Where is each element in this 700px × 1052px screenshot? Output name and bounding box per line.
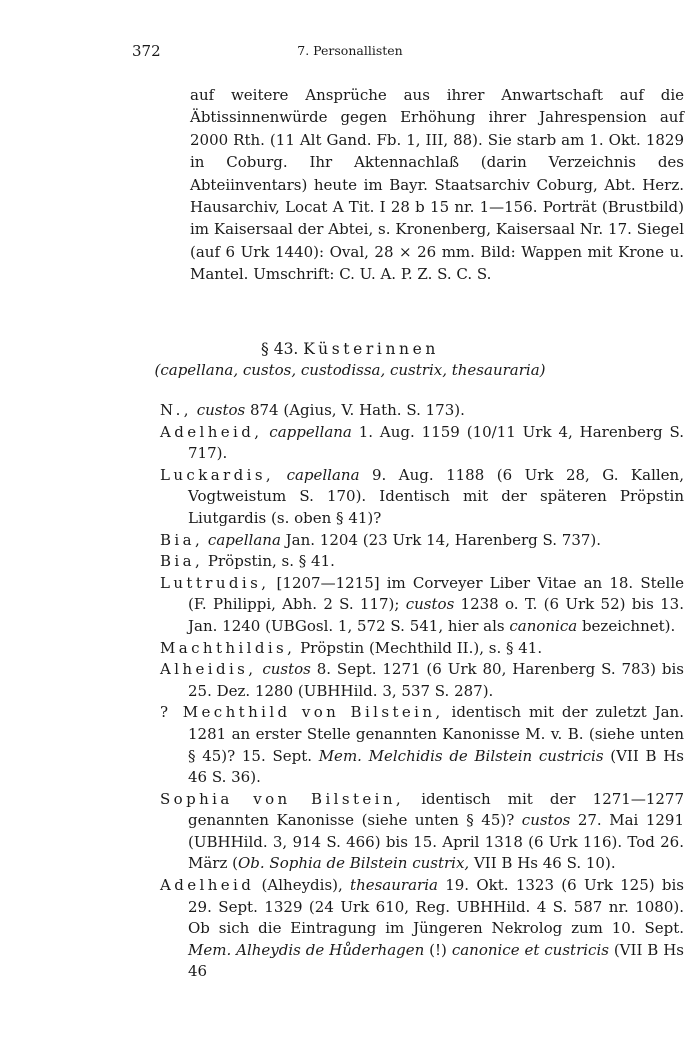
entry-name: Adelheid, <box>160 422 263 441</box>
entry-text: identisch mit der 1271—1277 genannten Kanonisse (siehe unten § 45)? <box>188 789 684 830</box>
entry-name: Luckardis, <box>160 465 275 484</box>
entry-item <box>160 530 684 552</box>
entry-text: 1. Aug. 1159 (10/11 Urk 4, Harenberg S. 717). <box>188 422 684 463</box>
entry-item <box>160 551 684 573</box>
entry-italic-text: canonica <box>509 616 578 635</box>
entry-text: (VII B Hs 46 S. 36). <box>188 746 684 787</box>
entry-italic-text: custos <box>521 811 571 830</box>
entry-item <box>160 875 684 983</box>
entry-text: Jan. 1204 (23 Urk 14, Harenberg S. 737). <box>280 530 602 549</box>
entry-item <box>160 400 684 422</box>
entry-italic-text: canonice et custricis <box>451 940 609 959</box>
entry-text: 874 (Agius, V. Hath. S. 173). <box>245 401 465 419</box>
page-header <box>0 42 700 64</box>
entry-text: 1238 o. T. (6 Urk 52) bis 13. Jan. 1240 (UBGosl. 1, 572 S. 541, hier als <box>188 595 684 635</box>
entry-name: Sophia von Bilstein, <box>160 789 405 808</box>
entry-item <box>160 789 684 875</box>
entry-text: (VII B Hs 46 <box>188 940 684 981</box>
entry-italic-text: custos <box>405 595 455 614</box>
entry-italic-text: capellana <box>286 465 360 484</box>
entry-name: Luttrudis, <box>160 573 270 592</box>
entry-italic-text: custos <box>262 660 311 679</box>
carryover-paragraph: auf weitere Ansprüche aus ihrer Anwartschaft auf die Äbtissinnenwürde gegen Erhöhung ihrer Jahrespension auf 2000 Rth. (11 Alt Gand. Fb. 1, III, 88). Sie starb am 1. Okt. 1829 in Coburg. Ihr Aktennachlaß (darin Verzeichnis des Abteiinventars) heute im Bayr. Staatsarchiv Coburg, Abt. Herz. Hausarchiv, Locat A Tit. I 28 b 15 nr. 1—156. Porträt (Brustbild) im Kaisersaal der Abtei, s. Kronenberg, Kaisersaal Nr. 17. Siegel (auf 6 Urk 1440): Oval, 28 × 26 mm. Bild: Wappen mit Krone u. Mantel. Umschrift: C. U. A. P. Z. S. C. S. <box>190 86 684 284</box>
entry-italic-text: Mem. Alheydis de Hůderhagen <box>188 940 425 959</box>
entry-item <box>160 573 684 638</box>
entry-text: 27. Mai 1291 (UBHHild. 3, 914 S. 466) bis 15. April 1318 (6 Urk 116). Tod 26. März ( <box>188 811 684 873</box>
section-heading <box>0 338 700 360</box>
entry-text: (!) <box>424 940 452 959</box>
page-number: 372 <box>132 42 161 60</box>
entry-italic-text: thesauraria <box>350 876 438 895</box>
entry-italic-text: Mem. Melchidis de Bilstein custricis <box>318 746 604 765</box>
entry-italic-text: Ob. Sophia de Bilstein custrix, <box>238 854 470 873</box>
entry-name: ? Mechthild von Bilstein, <box>160 703 444 722</box>
entry-item <box>160 702 684 788</box>
entry-text: (Alheydis), <box>261 876 351 895</box>
entry-name: Bia, <box>160 530 204 549</box>
entry-text: 8. Sept. 1271 (6 Urk 80, Harenberg S. 783) bis 25. Dez. 1280 (UBHHild. 3, 537 S. 287). <box>188 660 684 700</box>
entry-item <box>160 422 684 465</box>
entry-italic-text: capellana <box>207 530 281 549</box>
entry-text: Pröpstin (Mechthild II.), s. § 41. <box>300 638 543 657</box>
section-number: § 43. <box>261 340 299 358</box>
entry-item <box>160 659 684 702</box>
entry-name: Machthildis, <box>160 638 296 657</box>
entry-text: VII B Hs 46 S. 10). <box>469 854 616 873</box>
entry-name: Alheidis, <box>160 660 257 679</box>
entry-text: [1207—1215] im Corveyer Liber Vitae an 18. Stelle (F. Philippi, Abh. 2 S. 117); <box>188 573 684 614</box>
running-head: 7. Personallisten <box>297 43 403 58</box>
entry-name: N., <box>160 401 192 419</box>
entry-item <box>160 638 684 660</box>
entry-text: Pröpstin, s. § 41. <box>207 552 335 571</box>
entry-italic-text: custos <box>196 401 246 419</box>
entry-name: Bia, <box>160 552 204 571</box>
entry-text: 9. Aug. 1188 (6 Urk 28, G. Kallen, Vogtweistum S. 170). Identisch mit der späteren Pröpstin Liutgardis (s. oben § 41)? <box>188 465 684 527</box>
entry-list <box>160 400 684 983</box>
entry-item <box>160 465 684 530</box>
entry-text: identisch mit der zuletzt Jan. 1281 an erster Stelle genannten Kanonisse M. v. B. (siehe unten § 45)? 15. Sept. <box>188 703 684 765</box>
entry-text: 19. Okt. 1323 (6 Urk 125) bis 29. Sept. 1329 (24 Urk 610, Reg. UBHHild. 4 S. 587 nr. 1080). Ob sich die Eintragung im Jüngeren Nekrolog zum 10. Sept. <box>188 876 684 938</box>
section-title: Küsterinnen <box>303 340 439 358</box>
section-subtitle: (capellana, custos, custodissa, custrix, thesauraria) <box>154 361 546 379</box>
entry-name: Adelheid <box>160 876 255 895</box>
entry-italic-text: cappellana <box>269 422 352 441</box>
entry-text: bezeichnet). <box>577 616 676 635</box>
